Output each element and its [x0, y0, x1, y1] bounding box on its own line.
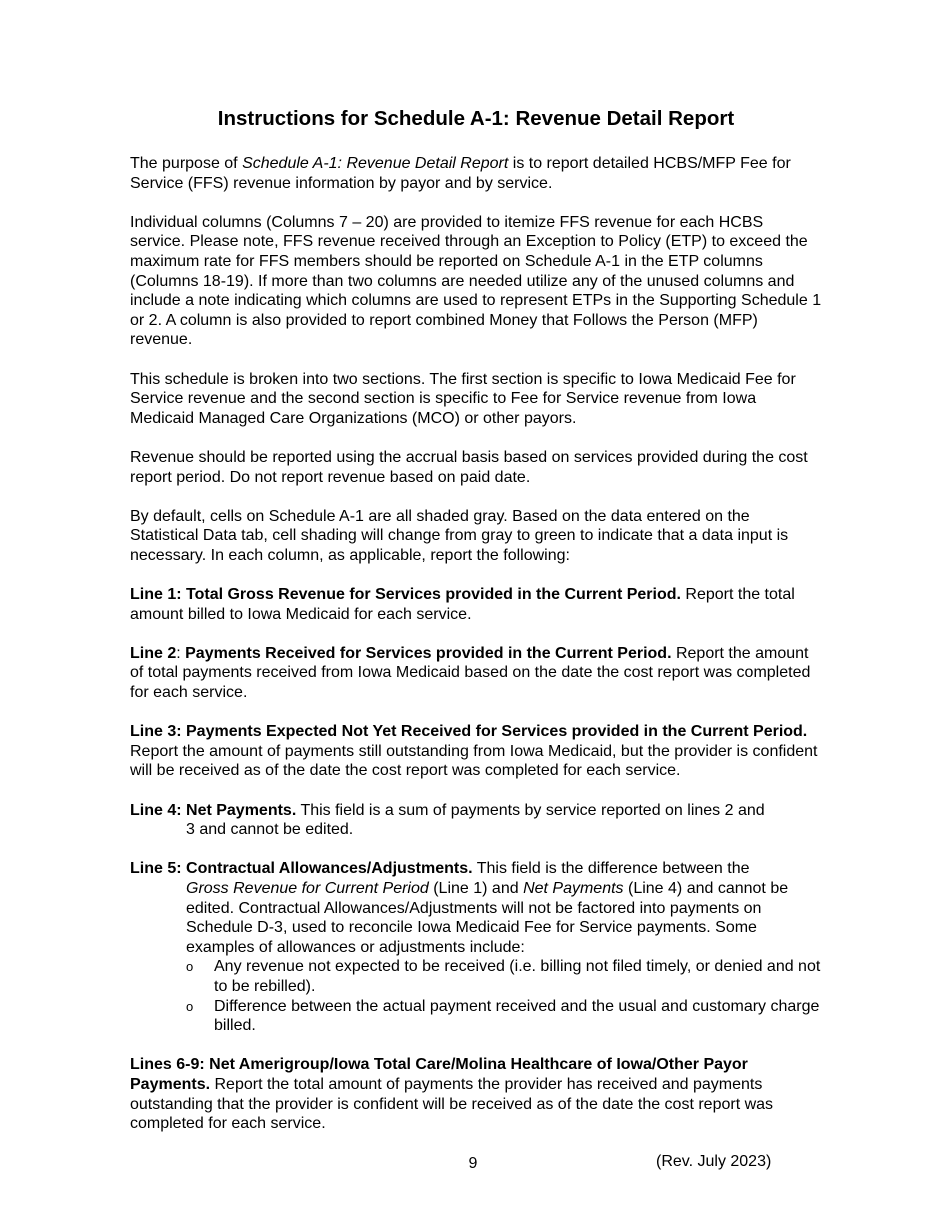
purpose-paragraph: The purpose of Schedule A-1: Revenue Detail Report is to report detailed HCBS/MFP Fee for Service (FFS) revenue information by payor and by service.: [130, 155, 791, 192]
allowance-examples-list: [186, 957, 822, 1035]
line-3-label: Line 3: Payments Expected Not Yet Received for Services provided in the Current Period.: [130, 723, 808, 741]
line-2-instruction: Line 2: Payments Received for Services provided in the Current Period. Report the amount of total payments received from Iowa Medicaid based on the date the cost report was completed for each service.: [130, 644, 811, 702]
schedule-name: Schedule A-1: Revenue Detail Report: [242, 155, 509, 172]
line-1-label: Line 1: Total Gross Revenue for Services provided in the Current Period.: [130, 586, 681, 604]
list-item: o Any revenue not expected to be received (i.e. billing not filed timely, or denied and not to be rebilled).: [186, 958, 821, 995]
sections-paragraph: This schedule is broken into two sections. The first section is specific to Iowa Medicaid Fee for Service revenue and the second section is specific to Fee for Service revenue from Iowa Medicaid Managed Care Organizations (MCO) or other payors.: [130, 370, 796, 427]
line-4-label: Line 4: Net Payments.: [130, 801, 297, 819]
document-page: [130, 106, 822, 1153]
columns-paragraph: Individual columns (Columns 7 – 20) are provided to itemize FFS revenue for each HCBS service. Please note, FFS revenue received through an Exception to Policy (ETP) to exceed the maximum rate for FFS members should be reported on Schedule A-1 in the ETP columns (Columns 18-19). If more than two columns are needed utilize any of the unused columns and include a note indicating which columns are used to represent ETPs in the Supporting Schedule 1 or 2. A column is also provided to report combined Money that Follows the Person (MFP) revenue.: [130, 213, 822, 349]
revision-date: (Rev. July 2023): [656, 1153, 772, 1170]
lines-6-9-label: Lines 6-9: Net Amerigroup/Iowa Total Care/Molina Healthcare of Iowa/Other Payor Payments.: [130, 1056, 748, 1093]
line-3-instruction: Line 3: Payments Expected Not Yet Received for Services provided in the Current Period. Report the amount of payments still outstanding from Iowa Medicaid, but the provider is confident will be received as of the date the cost report was completed for each service.: [130, 723, 818, 780]
line-2-heading: Payments Received for Services provided in the Current Period.: [185, 644, 672, 662]
lines-6-9-instruction: Lines 6-9: Net Amerigroup/Iowa Total Care/Molina Healthcare of Iowa/Other Payor Payments. Report the total amount of payments the provider has received and payments outstanding that the provider is confident will be received as of the date the cost report was completed for each service.: [130, 1056, 774, 1133]
line-2-label: Line 2: [130, 644, 177, 662]
circle-bullet-icon: o: [186, 998, 194, 1014]
page-title: Instructions for Schedule A-1: Revenue Detail Report: [217, 107, 735, 130]
circle-bullet-icon: o: [186, 959, 194, 975]
line-1-instruction: Line 1: Total Gross Revenue for Services provided in the Current Period. Report the total amount billed to Iowa Medicaid for each service.: [130, 586, 795, 623]
shading-paragraph: By default, cells on Schedule A-1 are all shaded gray. Based on the data entered on the Statistical Data tab, cell shading will change from gray to green to indicate that a data input is necessary. In each column, as applicable, report the following:: [130, 507, 789, 564]
list-item: o Difference between the actual payment received and the usual and customary charge billed.: [186, 997, 820, 1035]
line-4-instruction: Line 4: Net Payments. This field is a sum of payments by service reported on lines 2 and 3 and cannot be edited.: [130, 801, 765, 839]
line-5-instruction: Line 5: Contractual Allowances/Adjustments. This field is the difference between the Gross Revenue for Current Period (Line 1) and Net Payments (Line 4) and cannot be edited. Contractual Allowances/Adjustments will not be factored into payments on Schedule D-3, used to reconcile Iowa Medicaid Fee for Service payments. Some examples of allowances or adjustments include: o Any revenue not expected to be received (i.e. billing not filed timely, or denied and not to be rebilled). o Difference between the actual payment received and the usual and customary charge billed.: [130, 860, 821, 1035]
page-number: 9: [468, 1155, 478, 1172]
accrual-paragraph: Revenue should be reported using the accrual basis based on services provided during the cost report period. Do not report revenue based on paid date.: [130, 448, 808, 486]
line-5-label: Line 5: Contractual Allowances/Adjustments.: [130, 860, 473, 878]
